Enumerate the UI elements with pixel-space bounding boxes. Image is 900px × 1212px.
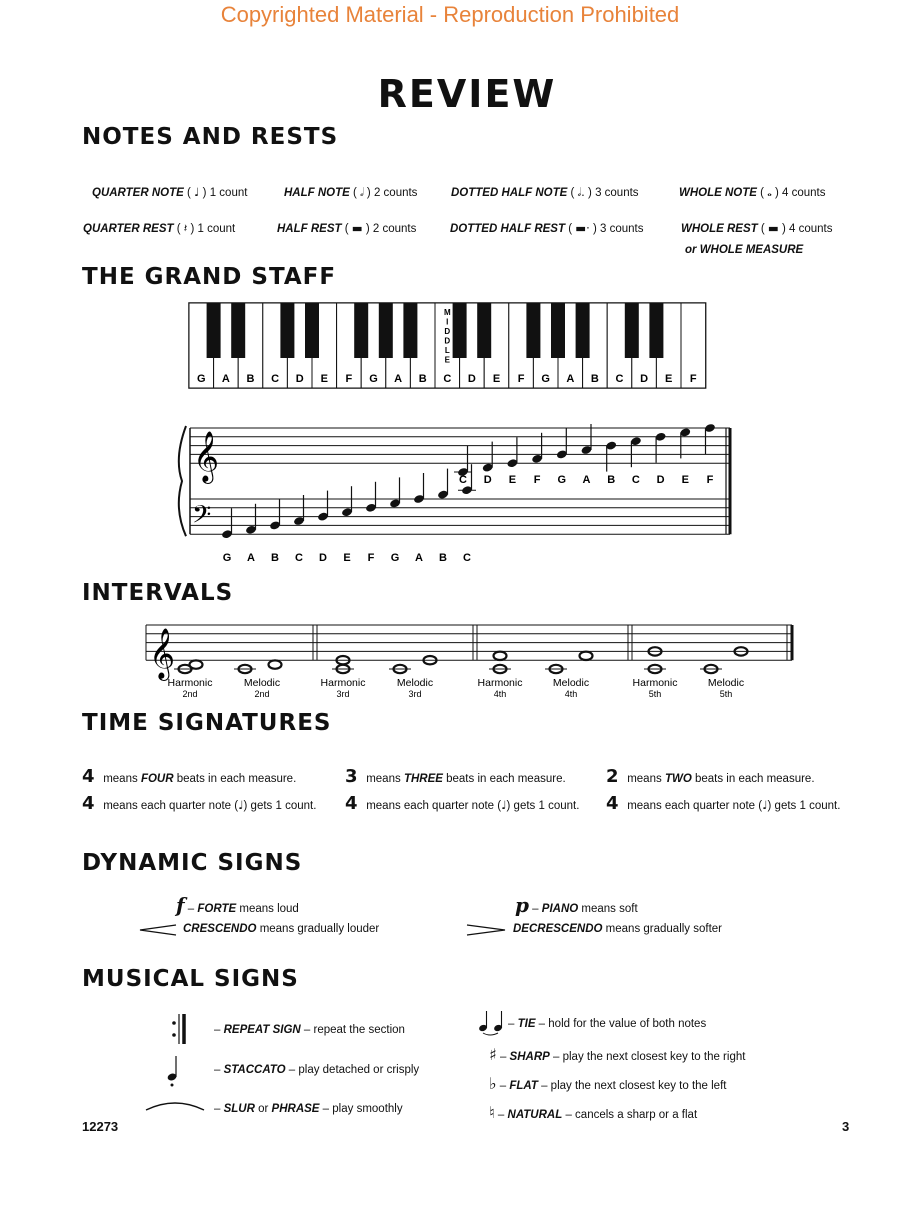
crescendo-name: CRESCENDO: [183, 923, 257, 935]
footer-code: 12273: [82, 1119, 119, 1134]
staccato-name: STACCATO: [223, 1064, 286, 1076]
forte-name: FORTE: [197, 903, 237, 915]
grand-staff-notation: [179, 423, 730, 564]
key-letter: B: [246, 373, 255, 385]
forte-item: f – FORTE means loud: [176, 893, 299, 917]
black-key: [551, 303, 565, 358]
bass-clef-icon: 𝄢: [192, 501, 212, 535]
whole-note: [580, 652, 593, 660]
treble-note-letter: F: [533, 474, 541, 486]
key-letter: A: [566, 373, 575, 385]
repeat-name: REPEAT SIGN: [223, 1024, 301, 1036]
brace: [179, 426, 186, 536]
treble-note-letter: G: [557, 474, 567, 486]
key-letter: C: [271, 373, 280, 385]
treble-note-letter: C: [459, 474, 467, 486]
sharp-name: SHARP: [509, 1051, 550, 1063]
key-letter: A: [221, 373, 230, 385]
interval-number-label: 5th: [648, 689, 662, 699]
quarter-note-icon: ♩: [762, 798, 768, 812]
interval-number-label: 3rd: [408, 689, 422, 699]
key-letter: F: [345, 373, 353, 385]
interval-kind-label: Melodic: [243, 677, 281, 689]
middle-label-letter: L: [444, 346, 450, 355]
item-name: QUARTER NOTE: [92, 187, 184, 199]
piano-desc: means soft: [581, 903, 638, 915]
black-key: [453, 303, 467, 358]
key-letter: B: [418, 373, 427, 385]
bass-note-letter: B: [439, 552, 447, 564]
whole-note-icon: 𝅝: [767, 185, 772, 199]
crescendo-icon: [140, 925, 176, 935]
item-count: 3 counts: [595, 187, 639, 199]
time-sig-top: 2: [606, 766, 619, 787]
whole-note: [269, 660, 282, 668]
black-key: [379, 303, 393, 358]
half-rest-icon: ▬: [351, 221, 363, 235]
middle-label-letter: M: [443, 308, 451, 317]
flat-icon: ♭: [489, 1074, 497, 1093]
dotted-half-note-icon: 𝅗𝅥.: [577, 185, 585, 199]
quarter-post: ) gets 1 count.: [243, 800, 317, 812]
crescendo-item: [183, 923, 379, 935]
time-sig-three-line1: [345, 766, 566, 787]
treble-note-letter: A: [582, 474, 591, 486]
decrescendo-item: [513, 923, 722, 935]
natural-name: NATURAL: [507, 1109, 563, 1121]
black-key: [305, 303, 319, 358]
piano-icon: p: [515, 893, 529, 917]
piano-name: PIANO: [541, 903, 579, 915]
musical-signs-graphics: [140, 925, 505, 1110]
repeat-dot: [172, 1021, 176, 1025]
key-letter: B: [590, 373, 599, 385]
time-sig-two-line1: [606, 766, 815, 787]
bass-note-letter: B: [271, 552, 279, 564]
whole-note: [494, 652, 507, 660]
forte-icon: f: [176, 893, 185, 917]
decrescendo-desc: means gradually softer: [605, 923, 723, 935]
treble-clef-icon: 𝄞: [193, 432, 220, 482]
interval-kind-label: Melodic: [396, 677, 434, 689]
repeat-desc: repeat the section: [313, 1024, 405, 1036]
treble-note-letter: D: [656, 474, 665, 486]
key-letter: E: [492, 373, 501, 385]
tie-item: – TIE – hold for the value of both notes: [508, 1018, 707, 1030]
interval-number-label: 3rd: [336, 689, 350, 699]
flat-name: FLAT: [509, 1080, 538, 1092]
quarter-pre: means each quarter note (: [366, 800, 502, 812]
item-count: 2 counts: [372, 223, 417, 235]
quarter-pre: means each quarter note (: [627, 800, 763, 812]
phrase-name: PHRASE: [271, 1103, 320, 1115]
beats-text: beats in each measure.: [694, 773, 815, 785]
whole-note: [190, 660, 203, 668]
interval-kind-label: Harmonic: [167, 677, 213, 689]
black-key: [280, 303, 294, 358]
heading-time-signatures: TIME SIGNATURES: [82, 710, 332, 736]
bass-note-letter: D: [319, 552, 327, 564]
interval-number-label: 4th: [564, 689, 578, 699]
key-letter: D: [640, 373, 649, 385]
key-letter: D: [467, 373, 476, 385]
time-sig-top: 4: [82, 766, 95, 787]
quarter-note-icon: ♩: [501, 798, 507, 812]
interval-kind-label: Melodic: [552, 677, 590, 689]
black-key: [354, 303, 368, 358]
heading-dynamic-signs: DYNAMIC SIGNS: [82, 850, 303, 876]
dotted-half-rest-item: DOTTED HALF REST ( ▬· ) 3 counts: [450, 221, 644, 235]
quarter-note-item: QUARTER NOTE ( ♩ ) 1 count: [92, 185, 248, 199]
item-name: QUARTER REST: [83, 223, 174, 235]
treble-clef-icon: 𝄞: [149, 629, 176, 679]
heading-notes-rests: NOTES AND RESTS: [82, 124, 339, 150]
middle-label-letter: E: [444, 355, 450, 365]
black-key: [526, 303, 540, 358]
key-letter: G: [197, 373, 206, 385]
crescendo-desc: means gradually louder: [259, 923, 380, 935]
time-sig-bottom: 4: [345, 793, 358, 814]
treble-note-letter: D: [483, 474, 492, 486]
staccato-desc: play detached or crisply: [298, 1064, 420, 1076]
tie-desc: hold for the value of both notes: [548, 1018, 707, 1030]
interval-number-label: 2nd: [182, 689, 198, 699]
bass-note-letter: E: [343, 552, 351, 564]
bass-note-letter: A: [415, 552, 423, 564]
time-sig-two-line2: [606, 793, 840, 814]
key-letter: E: [320, 373, 328, 385]
time-sig-top: 3: [345, 766, 358, 787]
heading-intervals: INTERVALS: [82, 580, 234, 606]
key-letter: F: [517, 373, 525, 385]
natural-icon: ♮: [489, 1103, 495, 1122]
whole-rest-icon: ▬: [767, 221, 779, 235]
treble-note-letter: E: [508, 474, 517, 486]
item-count: 3 counts: [600, 223, 644, 235]
piano-item: p – PIANO means soft: [515, 893, 638, 917]
natural-item: ♮ – NATURAL – cancels a sharp or a flat: [489, 1103, 698, 1122]
treble-note-letter: B: [607, 474, 616, 486]
means-text: means: [627, 773, 662, 785]
time-sig-bottom: 4: [82, 793, 95, 814]
bass-note-letter: G: [222, 552, 232, 564]
dotted-half-rest-icon: ▬·: [575, 221, 590, 235]
black-key: [477, 303, 491, 358]
interval-kind-label: Melodic: [707, 677, 745, 689]
item-name: HALF REST: [277, 223, 342, 235]
means-text: means: [103, 773, 138, 785]
time-sig-four-line1: [82, 766, 296, 787]
whole-measure-note: or WHOLE MEASURE: [685, 244, 804, 256]
key-letter: C: [615, 373, 624, 385]
item-name: WHOLE REST: [681, 223, 758, 235]
key-letter: G: [541, 373, 550, 385]
bass-note-letter: G: [390, 552, 400, 564]
piano-keyboard: [189, 303, 706, 388]
item-count: 4 counts: [789, 223, 833, 235]
middle-label-letter: I: [446, 317, 449, 327]
quarter-post: ) gets 1 count.: [767, 800, 841, 812]
item-name: DOTTED HALF REST: [450, 223, 565, 235]
interval-kind-label: Harmonic: [632, 677, 678, 689]
time-sig-bottom: 4: [606, 793, 619, 814]
item-name: HALF NOTE: [284, 187, 350, 199]
sharp-icon: ♯: [489, 1045, 497, 1064]
treble-note-letter: E: [681, 474, 689, 486]
means-text: means: [366, 773, 401, 785]
black-key: [576, 303, 590, 358]
intervals-notation: [146, 625, 792, 699]
decrescendo-icon: [467, 925, 505, 935]
tie-name: TIE: [517, 1018, 536, 1030]
black-key: [625, 303, 639, 358]
staccato-item: – STACCATO – play detached or crisply: [214, 1064, 420, 1076]
treble-note-letter: F: [706, 474, 714, 486]
item-count: 1 count: [209, 187, 248, 199]
repeat-dot: [172, 1033, 176, 1037]
natural-desc: cancels a sharp or a flat: [575, 1109, 698, 1121]
repeat-sign-item: – REPEAT SIGN – repeat the section: [214, 1024, 405, 1036]
flat-desc: play the next closest key to the left: [550, 1080, 727, 1092]
tie-icon: [483, 1033, 498, 1035]
half-rest-item: HALF REST ( ▬ ) 2 counts: [277, 221, 417, 235]
beats-text: beats in each measure.: [446, 773, 566, 785]
key-letter: G: [369, 373, 378, 385]
sharp-item: ♯ – SHARP – play the next closest key to the right: [489, 1045, 746, 1064]
bass-note-letter: C: [295, 552, 303, 564]
dotted-half-note-item: DOTTED HALF NOTE ( 𝅗𝅥. ) 3 counts: [451, 185, 639, 199]
beat-word: FOUR: [140, 773, 174, 785]
whole-note-item: WHOLE NOTE ( 𝅝 ) 4 counts: [679, 185, 826, 199]
slur-name: SLUR: [223, 1103, 255, 1115]
heading-grand-staff: THE GRAND STAFF: [82, 264, 337, 290]
slur-item: – SLUR or PHRASE – play smoothly: [214, 1103, 403, 1115]
black-key: [649, 303, 663, 358]
bass-note-letter: C: [463, 552, 471, 564]
key-letter: F: [689, 373, 697, 385]
beat-word: THREE: [403, 773, 443, 785]
bass-note-letter: F: [367, 552, 375, 564]
half-note-item: HALF NOTE ( 𝅗𝅥 ) 2 counts: [284, 185, 418, 199]
forte-desc: means loud: [239, 903, 299, 915]
staccato-dot: [171, 1084, 174, 1087]
beats-text: beats in each measure.: [176, 773, 297, 785]
key-letter: D: [295, 373, 304, 385]
half-note-icon: 𝅗𝅥: [360, 185, 364, 199]
item-count: 4 counts: [782, 187, 826, 199]
quarter-note-icon: ♩: [238, 798, 244, 812]
item-count: 2 counts: [373, 187, 418, 199]
interval-kind-label: Harmonic: [320, 677, 366, 689]
page-title: REVIEW: [377, 72, 557, 116]
key-letter: A: [394, 373, 403, 385]
black-key: [207, 303, 221, 358]
time-sig-four-line2: [82, 793, 316, 814]
black-key: [403, 303, 417, 358]
middle-label-letter: D: [444, 327, 451, 336]
whole-rest-item: WHOLE REST ( ▬ ) 4 counts: [681, 221, 833, 235]
quarter-post: ) gets 1 count.: [506, 800, 580, 812]
heading-musical-signs: MUSICAL SIGNS: [82, 966, 299, 992]
decrescendo-name: DECRESCENDO: [513, 923, 603, 935]
interval-number-label: 2nd: [254, 689, 270, 699]
item-name: DOTTED HALF NOTE: [451, 187, 568, 199]
slur-icon: [146, 1103, 204, 1110]
interval-kind-label: Harmonic: [477, 677, 523, 689]
beat-word: TWO: [664, 773, 692, 785]
sharp-desc: play the next closest key to the right: [562, 1051, 746, 1063]
interval-number-label: 5th: [719, 689, 733, 699]
page-number: 3: [842, 1119, 850, 1134]
bass-note-letter: A: [247, 552, 255, 564]
key-letter: C: [443, 373, 452, 385]
item-count: 1 count: [197, 223, 236, 235]
watermark: Copyrighted Material - Reproduction Prohibited: [220, 2, 680, 27]
quarter-rest-item: QUARTER REST ( 𝄽 ) 1 count: [83, 221, 236, 235]
key-letter: E: [665, 373, 673, 385]
black-key: [231, 303, 245, 358]
item-name: WHOLE NOTE: [679, 187, 757, 199]
slur-desc: play smoothly: [332, 1103, 403, 1115]
interval-number-label: 4th: [493, 689, 507, 699]
slur-or: or: [258, 1103, 269, 1115]
quarter-pre: means each quarter note (: [103, 800, 239, 812]
treble-note-letter: C: [631, 474, 640, 486]
quarter-rest-icon: 𝄽: [183, 221, 188, 235]
quarter-note-icon: ♩: [194, 185, 200, 199]
middle-label-letter: D: [444, 336, 451, 346]
time-sig-three-line2: [345, 793, 579, 814]
flat-item: ♭ – FLAT – play the next closest key to the left: [489, 1074, 727, 1093]
